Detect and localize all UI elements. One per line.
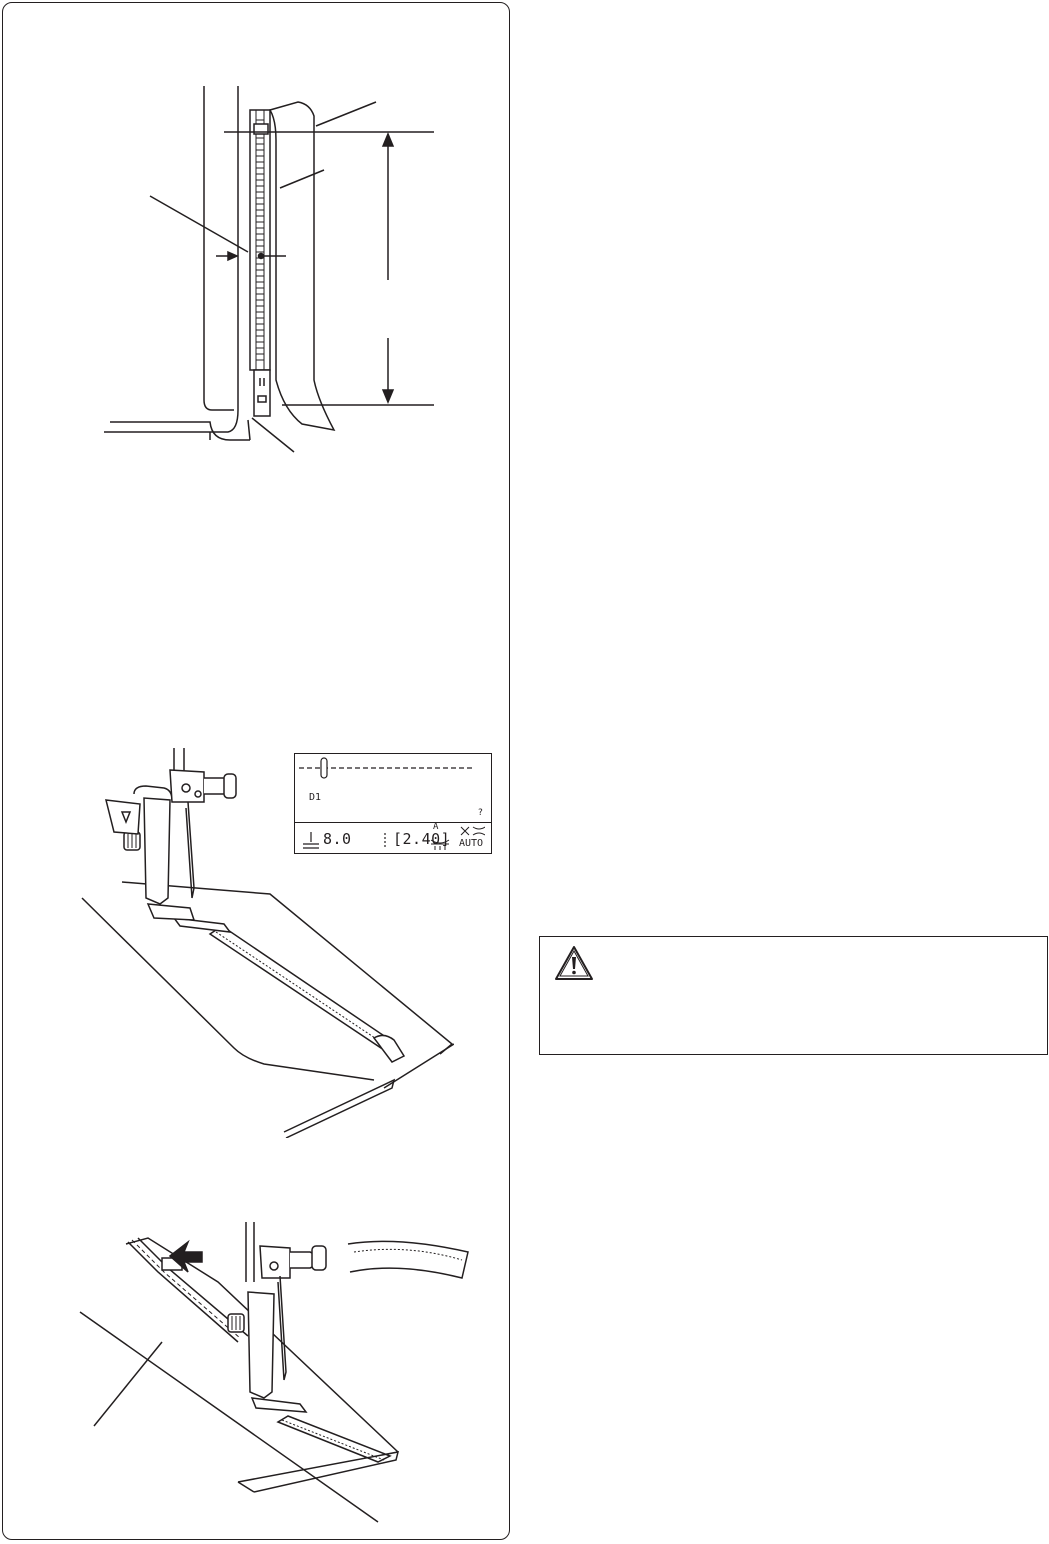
help-mark: ? (477, 808, 483, 818)
stitch-length-value: 8.0 (323, 830, 352, 848)
zipper-placement-diagram (100, 80, 440, 460)
stitch-width-icon (381, 831, 389, 851)
warning-triangle-icon (554, 945, 594, 981)
lcd-divider (295, 822, 491, 823)
lcd-screen (294, 753, 492, 854)
thread-cutter-icon (459, 826, 485, 836)
auto-label: AUTO (459, 838, 484, 849)
stitch-width-value: [2.40] (393, 830, 451, 848)
caution-box (539, 936, 1048, 1055)
pattern-number: D1 (309, 792, 322, 803)
thread-tension-icon (429, 836, 451, 850)
stitch-length-icon (301, 830, 321, 850)
tension-mark: A (433, 822, 439, 832)
zipper-slider-moved-illustration (78, 1222, 478, 1532)
